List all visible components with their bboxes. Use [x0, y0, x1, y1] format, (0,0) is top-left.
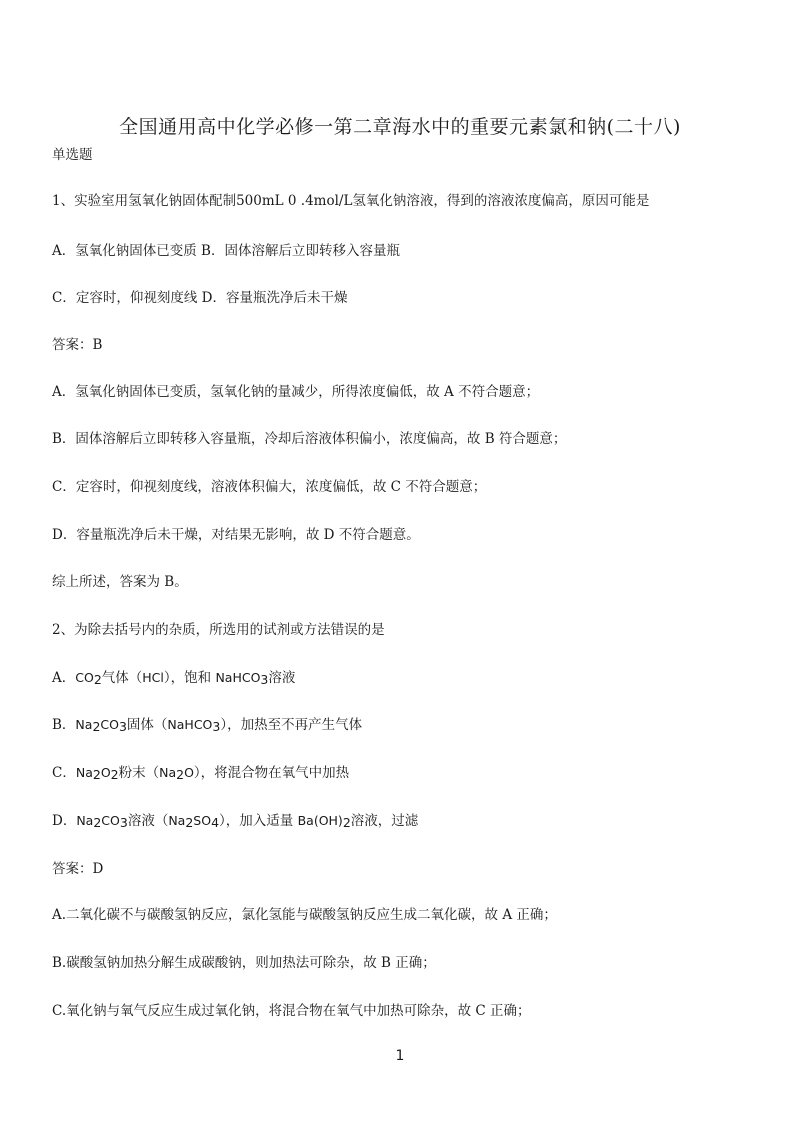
question-1-explanation-b: B．固体溶解后立即转移入容量瓶，冷却后溶液体积偏小，浓度偏高，故 B 符合题意； [52, 431, 567, 447]
question-2-explanation-c: C.氧化钠与氧气反应生成过氧化钠，将混合物在氧气中加热可除杂，故 C 正确； [52, 1003, 531, 1019]
formula-subscript: 3 [260, 672, 269, 687]
option-text: ），将混合物在氧气中加热 [193, 765, 350, 781]
formula: CO [75, 670, 94, 685]
option-text: 固体（ [126, 717, 168, 733]
formula: NaHCO [167, 717, 213, 732]
formula-subscript: 2 [93, 672, 102, 687]
option-label: A． [52, 670, 76, 686]
section-heading: 单选题 [52, 147, 93, 163]
question-1-explanation-a: A．氢氧化钠固体已变质，氢氧化钠的量减少，所得浓度偏低，故 A 不符合题意； [52, 384, 540, 400]
question-2-stem: 2、为除去括号内的杂质，所选用的试剂或方法错误的是 [52, 622, 385, 638]
formula-subscript: 2 [92, 767, 101, 782]
option-text: 粉末（ [118, 765, 160, 781]
question-2-answer: 答案：D [52, 861, 104, 877]
option-text: 气体（ [101, 670, 143, 686]
option-text: ），加热至不再产生气体 [220, 717, 363, 733]
option-label: B． [52, 717, 76, 733]
question-2-explanation-b: B.碳酸氢钠加热分解生成碳酸钠，则加热法可除杂，故 B 正确； [52, 955, 436, 971]
question-2-option-c [52, 764, 752, 782]
formula: SO [193, 813, 212, 828]
option-text: 溶液（ [127, 813, 169, 829]
formula: CO [101, 813, 120, 828]
question-1-options-ab: A．氢氧化钠固体已变质 B．固体溶解后立即转移入容量瓶 [52, 243, 400, 259]
option-text: ），饱和 [163, 670, 216, 686]
question-1-explanation-d: D．容量瓶洗净后未干燥，对结果无影响，故 D 不符合题意。 [52, 527, 420, 543]
formula-subscript: 2 [92, 719, 101, 734]
formula: NaHCO [215, 670, 261, 685]
formula: Na [75, 765, 93, 780]
formula-subscript: 3 [118, 719, 127, 734]
page-number: 1 [395, 1048, 405, 1064]
question-2-explanation-a: A.二氧化碳不与碳酸氢钠反应，氯化氢能与碳酸氢钠反应生成二氧化碳，故 A 正确； [52, 907, 557, 923]
formula-subscript: 2 [342, 815, 351, 830]
formula: O [100, 765, 111, 780]
option-text: 溶液，过滤 [350, 813, 419, 829]
question-1-answer: 答案：B [52, 337, 103, 353]
formula-subscript: 2 [176, 767, 185, 782]
question-2-option-d [52, 812, 752, 830]
question-1-explanation-c: C．定容时，仰视刻度线，溶液体积偏大，浓度偏低，故 C 不符合题意； [52, 479, 487, 495]
formula: Na [159, 765, 177, 780]
document-title: 全国通用高中化学必修一第二章海水中的重要元素氯和钠(二十八) [119, 116, 681, 138]
question-1-options-cd: C．定容时，仰视刻度线 D．容量瓶洗净后未干燥 [52, 290, 348, 306]
formula: CO [100, 717, 119, 732]
option-text: 溶液 [268, 670, 296, 686]
formula: Na [168, 813, 186, 828]
option-label: C． [52, 765, 76, 781]
formula: Ba(OH) [297, 813, 343, 828]
formula-subscript: 2 [93, 815, 102, 830]
question-2-option-b [52, 716, 752, 734]
formula: Na [76, 813, 94, 828]
formula-subscript: 2 [185, 815, 194, 830]
option-text: ），加入适量 [219, 813, 298, 829]
question-1-summary: 综上所述，答案为 B。 [52, 574, 188, 590]
formula-subscript: 3 [212, 719, 221, 734]
formula-subscript: 4 [211, 815, 220, 830]
option-label: D． [52, 813, 77, 829]
formula-subscript: 2 [110, 767, 119, 782]
formula: Na [75, 717, 93, 732]
question-2-option-a [52, 669, 752, 687]
formula-subscript: 3 [119, 815, 128, 830]
formula: HCl [142, 670, 164, 685]
formula: O [184, 765, 194, 780]
question-1-stem: 1、实验室用氢氧化钠固体配制500mL 0 .4mol/L氢氧化钠溶液，得到的溶液浓度偏高，原因可能是 [52, 193, 650, 209]
